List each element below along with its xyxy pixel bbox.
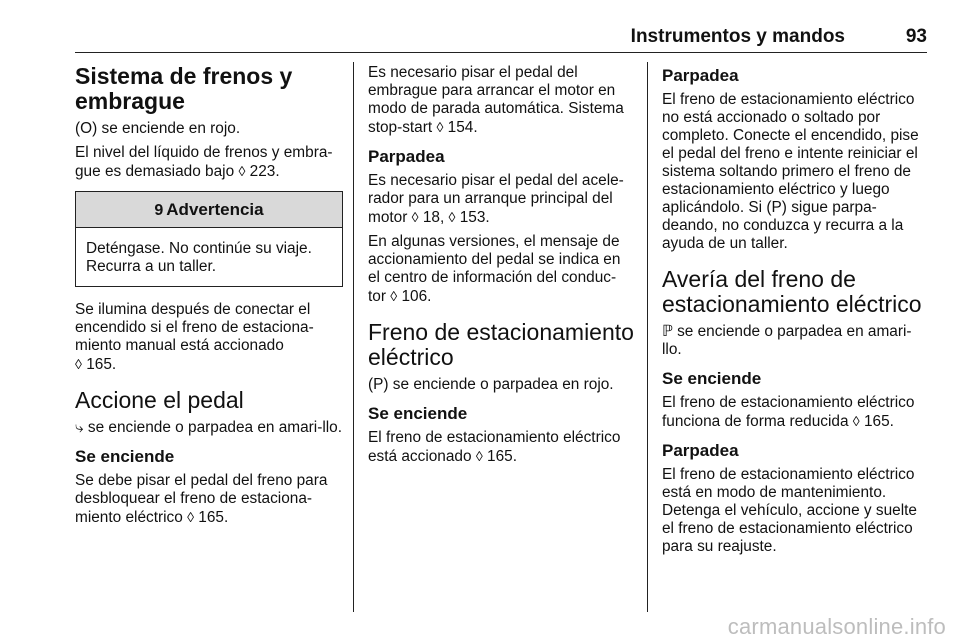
parking-brake-icon: (P) <box>766 199 787 216</box>
column-divider-2 <box>647 62 648 612</box>
page-number: 93 <box>905 26 927 47</box>
heading-press-pedal: Accione el pedal <box>75 387 244 413</box>
paragraph: El freno de estacionamiento eléctrico no está accionado o soltado por completo. Conecte el encendido, pise el pedal del freno e intente reiniciar el sistema soltando primero el freno de estacionamiento eléctrico y luego aplicándolo. Si (P) sigue parpa-deando, no conduzca y recurra a la ayuda de un taller. <box>662 91 919 252</box>
column-divider-1 <box>353 62 354 612</box>
page-ref[interactable]: 106. <box>397 288 432 305</box>
page-ref-icon: ◊ <box>448 209 456 225</box>
paragraph: Es necesario pisar el pedal del embrague para arrancar el motor en modo de parada automática. Sistema stop-start ◊ 154. <box>368 64 624 136</box>
parking-brake-icon: (P) <box>368 376 389 393</box>
subheading-lights-on: Se enciende <box>368 404 468 423</box>
paragraph: El freno de estacionamiento eléctrico está en modo de mantenimiento. Detenga el vehículo, accione y suelte el freno de estacionamiento eléctrico para su reajuste. <box>662 466 917 555</box>
column-3 <box>662 64 928 562</box>
page-ref-icon: ◊ <box>238 163 246 179</box>
page-ref-icon: ◊ <box>411 209 419 225</box>
section-title: Instrumentos y mandos <box>630 26 845 47</box>
warning-triangle-icon: 9 <box>154 202 164 219</box>
paragraph: El freno de estacionamiento eléctrico funciona de forma reducida ◊ 165. <box>662 394 915 430</box>
warning-text: Deténgase. No continúe su viaje. Recurra a un taller. <box>86 240 312 275</box>
page-header <box>75 26 927 52</box>
page-ref[interactable]: 165. <box>193 509 229 526</box>
page-ref[interactable]: 223. <box>245 163 280 180</box>
paragraph: (O) se enciende en rojo. <box>75 120 241 137</box>
warning-header <box>76 192 342 228</box>
parking-brake-fault-icon: ℙ <box>662 323 673 340</box>
subheading-lights-on: Se enciende <box>662 369 762 388</box>
page-ref-icon: ◊ <box>475 448 483 464</box>
page-ref[interactable]: 153. <box>455 209 490 226</box>
paragraph: En algunas versiones, el mensaje de accionamiento del pedal se indica en el centro de información del conduc-tor ◊ 106. <box>368 233 621 305</box>
subheading-blinks: Parpadea <box>368 147 445 166</box>
page-ref-icon: ◊ <box>436 119 444 135</box>
page-ref-icon: ◊ <box>852 413 860 429</box>
page-ref-icon: ◊ <box>390 288 398 304</box>
paragraph: ⤷ se enciende o parpadea en amari-llo. <box>75 419 343 436</box>
subheading-lights-on: Se enciende <box>75 447 175 466</box>
column-2 <box>368 64 634 472</box>
subheading-blinks: Parpadea <box>662 441 739 460</box>
paragraph: Se ilumina después de conectar el encendido si el freno de estaciona-miento manual está accionado ◊ 165. <box>75 301 314 373</box>
paragraph: El freno de estacionamiento eléctrico está accionado ◊ 165. <box>368 429 621 465</box>
heading-electric-parking-brake: Freno de estacionamiento eléctrico <box>368 319 634 370</box>
paragraph: El nivel del líquido de frenos y embra-gue es demasiado bajo ◊ 223. <box>75 144 333 180</box>
page-ref[interactable]: 165. <box>859 413 894 430</box>
page-ref-icon: ◊ <box>187 509 194 525</box>
heading-brake-system: Sistema de frenos y embrague <box>75 63 293 114</box>
header-rule <box>75 52 927 53</box>
subheading-blinks: Parpadea <box>662 66 739 85</box>
paragraph: ℙ se enciende o parpadea en amari-llo. <box>662 323 912 358</box>
page-ref-icon: ◊ <box>75 356 82 372</box>
column-1 <box>75 64 343 533</box>
brake-warning-icon: (O) <box>75 120 98 137</box>
watermark: carmanualsonline.info <box>727 614 946 639</box>
warning-box <box>75 191 343 287</box>
page-ref[interactable]: 154. <box>443 119 478 136</box>
paragraph: (P) se enciende o parpadea en rojo. <box>368 376 614 393</box>
heading-parking-brake-fault: Avería del freno de estacionamiento eléctrico <box>662 266 922 317</box>
paragraph: Es necesario pisar el pedal del acele-rador para un arranque principal del motor ◊ 18, ◊ 153. <box>368 172 624 226</box>
paragraph: Se debe pisar el pedal del freno para desbloquear el freno de estaciona-miento eléctrico ◊ 165. <box>75 472 328 526</box>
page-ref[interactable]: 18, <box>418 209 449 226</box>
pedal-icon: ⤷ <box>75 419 84 436</box>
page-ref[interactable]: 165. <box>81 356 117 373</box>
page-ref[interactable]: 165. <box>482 448 517 465</box>
warning-title: Advertencia <box>166 200 264 219</box>
